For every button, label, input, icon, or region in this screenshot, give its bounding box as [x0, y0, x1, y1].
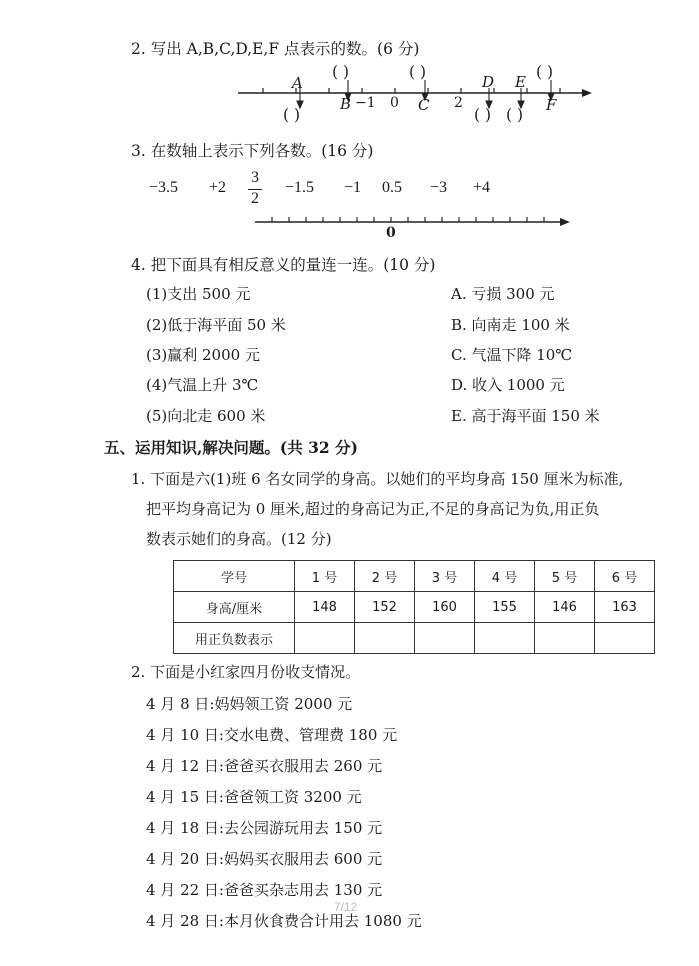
- q2-tick-two: 2: [454, 95, 463, 111]
- q2-blank-a[interactable]: ( ): [283, 106, 301, 124]
- q4-right-e[interactable]: E. 高于海平面 150 米: [451, 407, 600, 425]
- q3-number-5: 0.5: [382, 179, 402, 196]
- q4-left-1[interactable]: (1)支出 500 元: [146, 285, 251, 303]
- table-header-label: 学号: [174, 561, 295, 592]
- table-header-cell: 1 号: [295, 561, 355, 592]
- q3-zero-label: 0: [386, 225, 396, 241]
- q3-number-4: −1: [344, 179, 362, 196]
- q3-frac-denominator: 2: [251, 190, 259, 207]
- ledger-entry: 4 月 18 日:去公园游玩用去 150 元: [146, 819, 383, 837]
- q4-right-a[interactable]: A. 亏损 300 元: [451, 285, 555, 303]
- q4-right-b[interactable]: B. 向南走 100 米: [451, 316, 570, 334]
- q4-title: 4. 把下面具有相反意义的量连一连。(10 分): [131, 256, 436, 274]
- q4-left-3[interactable]: (3)赢利 2000 元: [146, 346, 260, 364]
- q3-ticks: [272, 217, 544, 222]
- q2-blank-e[interactable]: ( ): [506, 106, 524, 124]
- table-row-label: 身高/厘米: [174, 592, 295, 623]
- table-cell: 163: [595, 592, 655, 623]
- q2-blank-d[interactable]: ( ): [474, 106, 492, 124]
- section5-p2-title: 2. 下面是小红家四月份收支情况。: [131, 663, 361, 681]
- table-header-cell: 4 号: [475, 561, 535, 592]
- table-cell: 152: [355, 592, 415, 623]
- q4-left-4[interactable]: (4)气温上升 3℃: [146, 376, 259, 394]
- section5-p1-line2: 把平均身高记为 0 厘米,超过的身高记为正,不足的身高记为负,用正负: [146, 500, 600, 518]
- ledger-entry: 4 月 28 日:本月伙食费合计用去 1080 元: [146, 912, 422, 930]
- q3-number-2: +2: [209, 179, 227, 196]
- table-header-cell: 5 号: [535, 561, 595, 592]
- q4-right-c[interactable]: C. 气温下降 10℃: [451, 346, 573, 364]
- section5-heading: 五、运用知识,解决问题。(共 32 分): [104, 438, 358, 457]
- q3-number-6: −3: [430, 179, 448, 196]
- q2-blank-c[interactable]: ( ): [409, 63, 427, 81]
- q2-blank-f[interactable]: ( ): [536, 63, 554, 81]
- table-header-cell: 3 号: [415, 561, 475, 592]
- answer-cell[interactable]: [595, 623, 655, 654]
- ledger-entry: 4 月 10 日:交水电费、管理费 180 元: [146, 726, 398, 744]
- q3-arrowhead: [560, 218, 570, 226]
- height-table: [173, 560, 655, 654]
- table-cell: 155: [475, 592, 535, 623]
- q2-label-e: E: [515, 73, 526, 91]
- table-row: [174, 592, 655, 623]
- answer-cell[interactable]: [355, 623, 415, 654]
- table-cell: 160: [415, 592, 475, 623]
- table-row: [174, 623, 655, 654]
- q4-right-d[interactable]: D. 收入 1000 元: [451, 376, 565, 394]
- answer-cell[interactable]: [475, 623, 535, 654]
- q3-number-1: −3.5: [149, 179, 179, 196]
- table-cell: 146: [535, 592, 595, 623]
- q2-label-d: D: [482, 73, 495, 91]
- q3-number-3: −1.5: [285, 179, 315, 196]
- q4-left-2[interactable]: (2)低于海平面 50 米: [146, 316, 286, 334]
- section5-p1-line1: 1. 下面是六(1)班 6 名女同学的身高。以她们的平均身高 150 厘米为标准,: [131, 470, 624, 488]
- q4-left-5[interactable]: (5)向北走 600 米: [146, 407, 266, 425]
- table-header-cell: 6 号: [595, 561, 655, 592]
- q2-label-a: A: [292, 74, 303, 92]
- table-cell: 148: [295, 592, 355, 623]
- q2-title: 2. 写出 A,B,C,D,E,F 点表示的数。(6 分): [131, 40, 420, 58]
- q3-number-7: +4: [473, 179, 491, 196]
- ledger-entry: 4 月 15 日:爸爸领工资 3200 元: [146, 788, 362, 806]
- ledger-entry: 4 月 22 日:爸爸买杂志用去 130 元: [146, 881, 383, 899]
- answer-cell[interactable]: [415, 623, 475, 654]
- q3-frac-numerator: 3: [251, 169, 259, 186]
- table-row-label: 用正负数表示: [174, 623, 295, 654]
- table-header-row: [174, 561, 655, 592]
- answer-cell[interactable]: [295, 623, 355, 654]
- ledger-entry: 4 月 20 日:妈妈买衣服用去 600 元: [146, 850, 383, 868]
- ledger-entry: 4 月 12 日:爸爸买衣服用去 260 元: [146, 757, 383, 775]
- q2-label-b: B: [340, 95, 352, 113]
- answer-cell[interactable]: [535, 623, 595, 654]
- table-header-cell: 2 号: [355, 561, 415, 592]
- q2-tick-zero: 0: [390, 95, 399, 111]
- q2-blank-b[interactable]: ( ): [332, 63, 350, 81]
- q2-label-f: F: [546, 96, 557, 114]
- q2-tick-minus-one: −1: [355, 95, 376, 111]
- q2-label-c: C: [418, 96, 430, 114]
- q3-title: 3. 在数轴上表示下列各数。(16 分): [131, 142, 374, 160]
- ledger-entry: 4 月 8 日:妈妈领工资 2000 元: [146, 695, 353, 713]
- section5-p1-line3: 数表示她们的身高。(12 分): [146, 530, 332, 548]
- page-number: 7/12: [334, 900, 358, 914]
